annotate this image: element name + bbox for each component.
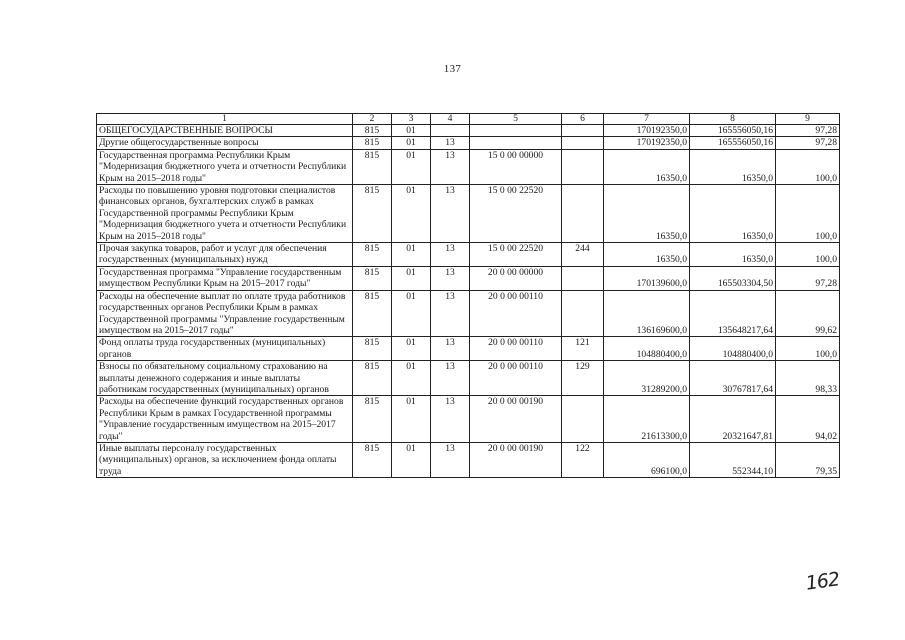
cell-percent: 79,35 bbox=[776, 442, 840, 477]
cell-expense-type: 129 bbox=[562, 361, 604, 396]
row-name: Иные выплаты персоналу государственных (муниципальных) органов, за исключением фонда оплаты труда bbox=[97, 442, 353, 477]
table-row bbox=[97, 290, 840, 337]
cell-planned-amount: 136169600,0 bbox=[604, 290, 690, 337]
cell-planned-amount: 16350,0 bbox=[604, 185, 690, 243]
column-header: 7 bbox=[604, 114, 690, 125]
cell-percent: 100,0 bbox=[776, 149, 840, 184]
cell-subsection: 13 bbox=[431, 185, 470, 243]
column-header: 5 bbox=[470, 114, 562, 125]
cell-target-article: 20 0 00 00110 bbox=[470, 361, 562, 396]
cell-actual-amount: 165556050,16 bbox=[690, 125, 776, 137]
cell-actual-amount: 16350,0 bbox=[690, 243, 776, 267]
row-name: ОБЩЕГОСУДАРСТВЕННЫЕ ВОПРОСЫ bbox=[97, 125, 353, 137]
cell-target-article bbox=[470, 137, 562, 149]
cell-subsection: 13 bbox=[431, 396, 470, 443]
cell-target-article: 15 0 00 22520 bbox=[470, 185, 562, 243]
cell-target-article: 20 0 00 00190 bbox=[470, 442, 562, 477]
cell-expense-type bbox=[562, 290, 604, 337]
cell-section: 01 bbox=[392, 125, 431, 137]
table-row bbox=[97, 243, 840, 267]
cell-ministry-code: 815 bbox=[353, 290, 392, 337]
cell-actual-amount: 165556050,16 bbox=[690, 137, 776, 149]
cell-target-article: 15 0 00 22520 bbox=[470, 243, 562, 267]
cell-ministry-code: 815 bbox=[353, 442, 392, 477]
cell-ministry-code: 815 bbox=[353, 361, 392, 396]
cell-actual-amount: 165503304,50 bbox=[690, 266, 776, 290]
cell-planned-amount: 170139600,0 bbox=[604, 266, 690, 290]
cell-subsection: 13 bbox=[431, 266, 470, 290]
table-row bbox=[97, 442, 840, 477]
row-name: Расходы на обеспечение функций государственных органов Республики Крым в рамках Государственной программы "Управление государственным имуществом на 2015–2017 годы" bbox=[97, 396, 353, 443]
cell-section: 01 bbox=[392, 266, 431, 290]
cell-percent: 100,0 bbox=[776, 337, 840, 361]
table-row bbox=[97, 361, 840, 396]
cell-target-article: 20 0 00 00110 bbox=[470, 337, 562, 361]
cell-subsection: 13 bbox=[431, 361, 470, 396]
cell-expense-type: 122 bbox=[562, 442, 604, 477]
cell-actual-amount: 552344,10 bbox=[690, 442, 776, 477]
cell-target-article bbox=[470, 125, 562, 137]
cell-subsection: 13 bbox=[431, 290, 470, 337]
cell-ministry-code: 815 bbox=[353, 337, 392, 361]
table-row bbox=[97, 137, 840, 149]
cell-section: 01 bbox=[392, 442, 431, 477]
table-body bbox=[97, 114, 840, 478]
row-name: Государственная программа "Управление государственным имуществом Республики Крым на 2015–2017 годы" bbox=[97, 266, 353, 290]
cell-actual-amount: 135648217,64 bbox=[690, 290, 776, 337]
table-row bbox=[97, 125, 840, 137]
cell-subsection: 13 bbox=[431, 137, 470, 149]
row-name: Фонд оплаты труда государственных (муниципальных) органов bbox=[97, 337, 353, 361]
cell-ministry-code: 815 bbox=[353, 243, 392, 267]
cell-planned-amount: 170192350,0 bbox=[604, 125, 690, 137]
cell-actual-amount: 16350,0 bbox=[690, 185, 776, 243]
column-header: 9 bbox=[776, 114, 840, 125]
cell-planned-amount: 16350,0 bbox=[604, 243, 690, 267]
cell-target-article: 20 0 00 00000 bbox=[470, 266, 562, 290]
column-number-row bbox=[97, 114, 840, 125]
cell-section: 01 bbox=[392, 185, 431, 243]
cell-section: 01 bbox=[392, 290, 431, 337]
cell-expense-type bbox=[562, 137, 604, 149]
cell-section: 01 bbox=[392, 243, 431, 267]
cell-ministry-code: 815 bbox=[353, 185, 392, 243]
cell-target-article: 20 0 00 00110 bbox=[470, 290, 562, 337]
column-header: 2 bbox=[353, 114, 392, 125]
table-row bbox=[97, 266, 840, 290]
table-row bbox=[97, 149, 840, 184]
row-name: Расходы по повышению уровня подготовки специалистов финансовых органов, бухгалтерских служб в рамках Государственной программы Республики Крым "Модернизация бюджетного учета и отчетности Республики Крым на 2015–2018 годы" bbox=[97, 185, 353, 243]
cell-section: 01 bbox=[392, 149, 431, 184]
cell-ministry-code: 815 bbox=[353, 137, 392, 149]
cell-ministry-code: 815 bbox=[353, 149, 392, 184]
cell-ministry-code: 815 bbox=[353, 396, 392, 443]
cell-section: 01 bbox=[392, 337, 431, 361]
column-header: 6 bbox=[562, 114, 604, 125]
cell-actual-amount: 30767817,64 bbox=[690, 361, 776, 396]
cell-planned-amount: 170192350,0 bbox=[604, 137, 690, 149]
cell-expense-type bbox=[562, 185, 604, 243]
cell-planned-amount: 104880400,0 bbox=[604, 337, 690, 361]
cell-expense-type bbox=[562, 266, 604, 290]
cell-expense-type bbox=[562, 125, 604, 137]
cell-section: 01 bbox=[392, 137, 431, 149]
cell-planned-amount: 696100,0 bbox=[604, 442, 690, 477]
cell-section: 01 bbox=[392, 396, 431, 443]
cell-target-article: 15 0 00 00000 bbox=[470, 149, 562, 184]
column-header: 3 bbox=[392, 114, 431, 125]
cell-planned-amount: 21613300,0 bbox=[604, 396, 690, 443]
column-header: 1 bbox=[97, 114, 353, 125]
cell-percent: 97,28 bbox=[776, 137, 840, 149]
column-header: 8 bbox=[690, 114, 776, 125]
budget-table bbox=[96, 113, 840, 478]
cell-expense-type: 244 bbox=[562, 243, 604, 267]
cell-subsection bbox=[431, 125, 470, 137]
cell-percent: 98,33 bbox=[776, 361, 840, 396]
cell-subsection: 13 bbox=[431, 442, 470, 477]
cell-expense-type bbox=[562, 149, 604, 184]
cell-percent: 99,62 bbox=[776, 290, 840, 337]
cell-subsection: 13 bbox=[431, 243, 470, 267]
cell-actual-amount: 20321647,81 bbox=[690, 396, 776, 443]
cell-target-article: 20 0 00 00190 bbox=[470, 396, 562, 443]
cell-actual-amount: 16350,0 bbox=[690, 149, 776, 184]
cell-ministry-code: 815 bbox=[353, 266, 392, 290]
cell-expense-type bbox=[562, 396, 604, 443]
table-row bbox=[97, 185, 840, 243]
cell-planned-amount: 16350,0 bbox=[604, 149, 690, 184]
cell-percent: 94,02 bbox=[776, 396, 840, 443]
cell-subsection: 13 bbox=[431, 149, 470, 184]
cell-percent: 100,0 bbox=[776, 185, 840, 243]
row-name: Взносы по обязательному социальному страхованию на выплаты денежного содержания и иные выплаты работникам государственных (муниципальных) органов bbox=[97, 361, 353, 396]
row-name: Расходы на обеспечение выплат по оплате труда работников государственных органов Республики Крым в рамках Государственной программы "Управление государственным имуществом на 2015–2017 годы" bbox=[97, 290, 353, 337]
row-name: Другие общегосударственные вопросы bbox=[97, 137, 353, 149]
table-row bbox=[97, 396, 840, 443]
cell-ministry-code: 815 bbox=[353, 125, 392, 137]
cell-section: 01 bbox=[392, 361, 431, 396]
cell-planned-amount: 31289200,0 bbox=[604, 361, 690, 396]
row-name: Государственная программа Республики Крым "Модернизация бюджетного учета и отчетности Республики Крым на 2015–2018 годы" bbox=[97, 149, 353, 184]
page-number: 137 bbox=[443, 63, 462, 75]
column-header: 4 bbox=[431, 114, 470, 125]
table-row bbox=[97, 337, 840, 361]
cell-percent: 100,0 bbox=[776, 243, 840, 267]
row-name: Прочая закупка товаров, работ и услуг для обеспечения государственных (муниципальных) нужд bbox=[97, 243, 353, 267]
cell-percent: 97,28 bbox=[776, 125, 840, 137]
cell-percent: 97,28 bbox=[776, 266, 840, 290]
cell-expense-type: 121 bbox=[562, 337, 604, 361]
cell-subsection: 13 bbox=[431, 337, 470, 361]
handwritten-page-number: 162 bbox=[804, 568, 841, 595]
cell-actual-amount: 104880400,0 bbox=[690, 337, 776, 361]
